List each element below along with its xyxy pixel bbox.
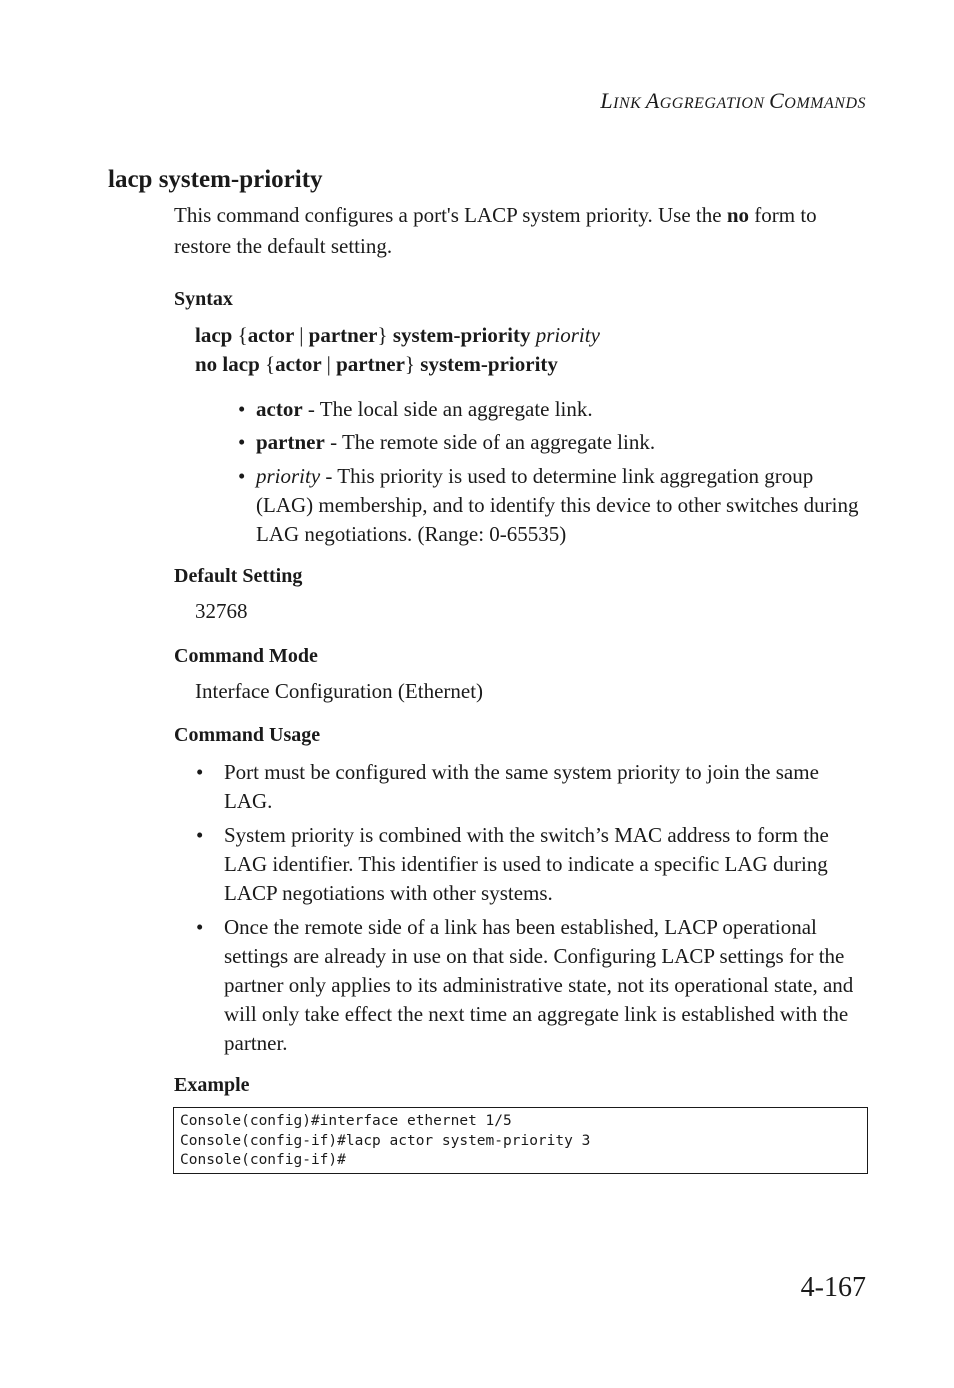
code-line: Console(config-if)# [180,1152,346,1168]
syntax-heading: Syntax [174,288,233,310]
code-line: Console(config-if)#lacp actor system-priority 3 [180,1132,591,1149]
bullet-icon: • [238,464,246,488]
syntax-line-2: no lacp {actor | partner} system-priority [195,352,558,376]
code-line: Console(config)#interface ethernet 1/5 [180,1113,512,1129]
command-description: This command configures a port's LACP system priority. Use the no form to restore the default setting. [174,203,817,258]
default-setting-heading: Default Setting [174,565,303,587]
example-heading: Example [174,1074,250,1096]
command-usage-heading: Command Usage [174,724,321,746]
command-mode-value: Interface Configuration (Ethernet) [195,679,484,703]
bullet-icon: • [238,397,246,421]
command-title: lacp system-priority [108,166,323,193]
param-item-actor: • actor - The local side an aggregate link. [238,395,868,424]
command-mode-heading: Command Mode [174,645,318,667]
bullet-icon: • [196,760,204,784]
param-item-partner: • partner - The remote side of an aggregate link. [238,428,868,457]
usage-item: • Once the remote side of a link has been established, LACP operational settings are already in use on that side. Configuring LACP settings for the partner only applies to its administrative state, not its operational state, and will only take effect the next time an aggregate link is established with the partner. [196,915,854,1055]
usage-item: • System priority is combined with the switch’s MAC address to form the LAG identifier. This identifier is used to indicate a specific LAG during LACP negotiations with other systems. [196,823,829,905]
running-header: LINK AGGREGATION COMMANDS [600,88,866,113]
example-code-block [173,1107,868,1174]
default-setting-value: 32768 [195,599,248,623]
syntax-line-1: lacp {actor | partner} system-priority priority [195,323,600,347]
bullet-icon: • [196,915,204,939]
param-item-priority: • priority - This priority is used to determine link aggregation group (LAG) membership, and to identify this device to other switches during LAG negotiations. (Range: 0-65535) [238,464,859,546]
bullet-icon: • [196,823,204,847]
usage-item: • Port must be configured with the same system priority to join the same LAG. [196,760,819,813]
page-number: 4-167 [800,1272,866,1303]
bullet-icon: • [238,430,246,454]
